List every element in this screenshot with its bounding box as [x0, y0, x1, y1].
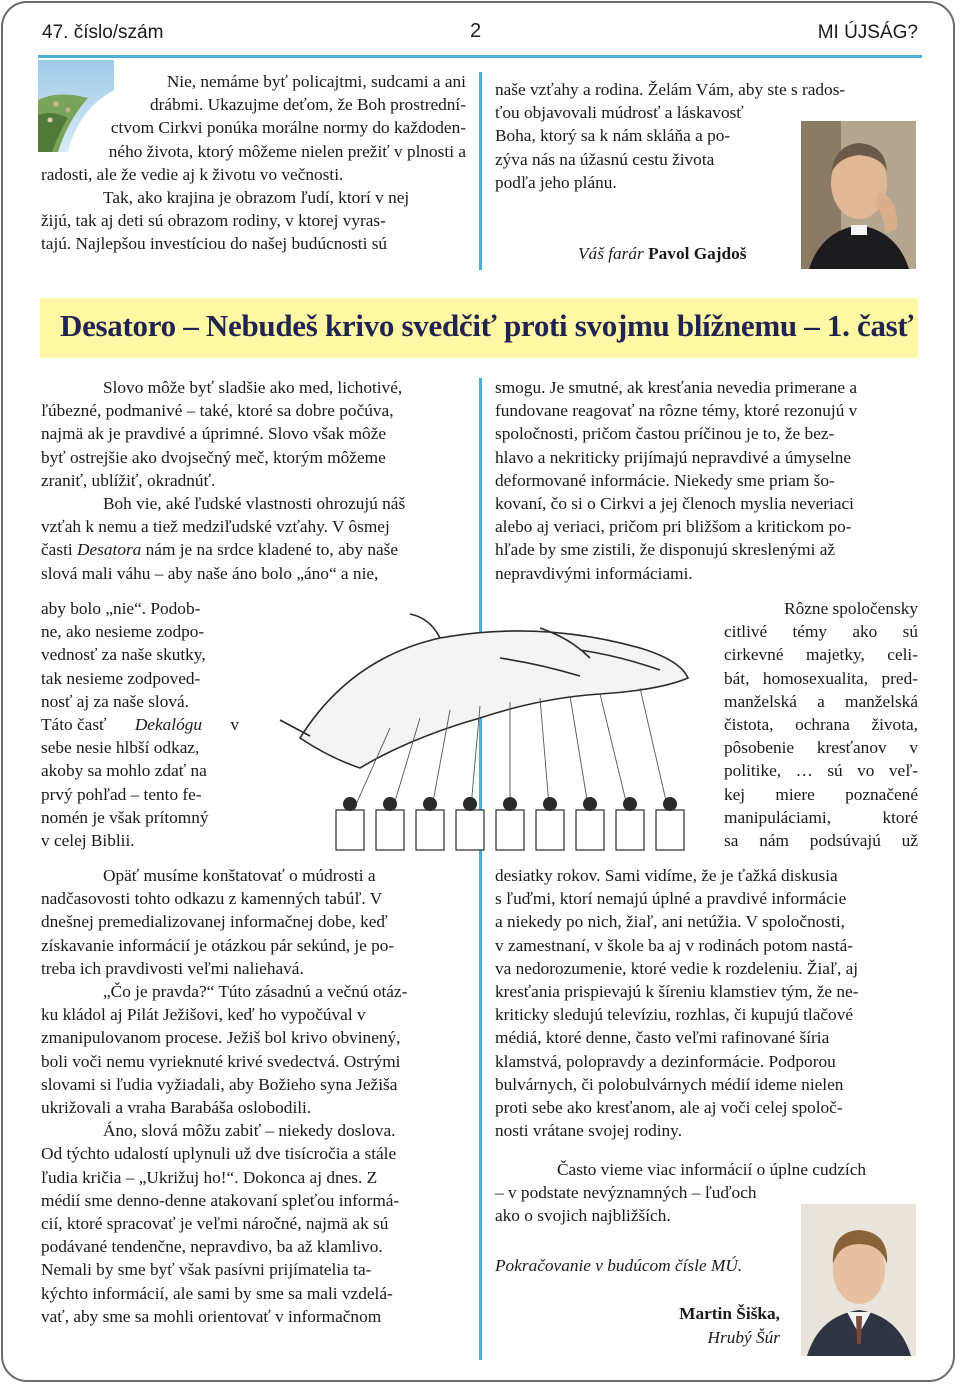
continued-note: Pokračovanie v budúcom čísle MÚ.: [495, 1256, 743, 1275]
priest-photo: [801, 121, 916, 269]
text-line: kresťania prispievajú k šíreniu klamstiev tým, že ne-: [495, 982, 859, 1002]
text-line: manipuláciami, ktoré: [724, 807, 918, 827]
text-line: alebo aj veriaci, pričom pri bližšom a kritickom po-: [495, 517, 852, 537]
text-line: ku kládol aj Pilát Ježišovi, keď ho vypočúval v: [41, 1005, 366, 1025]
text-line: nepravdivými informáciami.: [495, 563, 693, 583]
puppet-master-illustration: [240, 598, 720, 856]
article-left-top: [41, 376, 466, 585]
text-line: nomén je však prítomný: [41, 807, 209, 827]
text-line: tajú. Najlepšou investíciou do našej budúcnosti sú: [41, 234, 388, 254]
header-rule: [38, 55, 922, 58]
text-line: podávané tendenčne, nepravdivo, ba až klamlivo.: [41, 1237, 383, 1257]
text-line: v celej Biblii.: [41, 831, 135, 851]
text-line: pôsobenie kresťanov v: [724, 738, 918, 758]
text-line: desiatky rokov. Sami vidíme, že je ťažká diskusia: [495, 866, 838, 885]
text-line: ako o svojich najbližších.: [495, 1206, 671, 1226]
text-line: kej miere poznačené: [724, 784, 918, 804]
text-line: Slovo môže byť sladšie ako med, lichotivé,: [103, 378, 403, 397]
text-line: najmä ak je pravdivé a úprimné. Slovo však môže: [41, 424, 387, 444]
text-line: Táto časť Dekalógu v: [41, 715, 239, 735]
article-right-narrow: [724, 597, 918, 852]
text-line: zmanipulovanom procese. Ježiš bol krivo obvinený,: [41, 1028, 401, 1048]
text-line: hľade by sme zistili, že disponujú skreslenými až: [495, 540, 836, 560]
text-line: ctvom Cirkvi ponúka morálne normy do každoden-: [110, 118, 466, 138]
column-divider-main: [479, 378, 482, 1360]
text-line: proti sebe ako kresťanom, ale aj voči celej spoloč-: [495, 1098, 843, 1118]
text-line: ne, ako nesieme zodpo-: [41, 622, 205, 642]
text-line: bát, homosexualita, pred-: [724, 668, 918, 688]
intro-text-left: [41, 70, 466, 256]
text-line: akoby sa mohlo zdať na: [41, 761, 207, 781]
column-divider-top: [479, 72, 482, 270]
text-line: Nemali by sme byť však pasívni prijímatelia ta-: [41, 1260, 372, 1280]
article-title-band: [40, 298, 918, 358]
text-line: nosť aj za naše slová.: [41, 691, 189, 711]
text-line: kovaní, čo si o Cirkvi a jej členoch myslia neveriaci: [495, 494, 854, 514]
text-line: va nedorozumenie, ktoré vedie k rozdeleniu. Žiaľ, aj: [495, 958, 859, 978]
article-right-bottom: [495, 864, 920, 1142]
text-line: deformované informácie. Niekedy sme priam šo-: [495, 470, 835, 490]
text-line: sa nám podsúvajú už: [724, 831, 918, 851]
text-line: politike, … sú vo veľ-: [724, 761, 918, 781]
text-line: tak nesieme zodpoved-: [41, 668, 201, 688]
text-line: boli voči nemu vyrieknuté krivé svedectvá. Ostrými: [41, 1051, 401, 1071]
text-line: hlavo a nekriticky prijímajú nepravdivé a úmyselne: [495, 447, 852, 467]
text-line: zýva nás na úžasnú cestu života: [495, 149, 715, 169]
text-line: nadčasovosti tohto odkazu z kamenných tabúľ. V: [41, 889, 383, 909]
text-line: klamstvá, polopravdy a dezinformácie. Podporou: [495, 1051, 836, 1071]
text-line: Opäť musíme konštatovať o múdrosti a: [103, 866, 376, 885]
text-line: dnešnej premedializovanej informačnej dobe, keď: [41, 912, 388, 932]
text-line: a niekedy po nich, žiaľ, ani netúžia. V spoločnosti,: [495, 912, 846, 932]
text-line: ťou objavovali múdrosť a láskavosť: [495, 103, 744, 123]
text-line: drábmi. Ukazujme deťom, že Boh prostrední-: [150, 95, 466, 115]
text-line: Boha, ktorý sa k nám skláňa a po-: [495, 126, 731, 146]
text-line: sebe nesie hlbší odkaz,: [41, 738, 200, 758]
text-line: s ľuďmi, ktorí nemajú úplné a pravdivé informácie: [495, 889, 847, 909]
text-line: ukrižovali a vraha Barabáša oslobodili.: [41, 1098, 312, 1118]
author-photo: [801, 1204, 916, 1356]
text-line: kriticky sledujú televíziu, rozhlas, či kupujú tlačové: [495, 1005, 854, 1025]
article-left-narrow: [41, 597, 239, 852]
page-header: [0, 0, 960, 58]
text-line: „Čo je pravda?“ Túto zásadnú a večnú otáz-: [103, 982, 408, 1002]
text-line: ľudia kričia – „Ukrižuj ho!“. Dokonca aj dnes. Z: [41, 1167, 378, 1187]
text-line: v zamestnaní, v škole ba aj v rodinách potom nastá-: [495, 935, 854, 955]
issue-number: 47. číslo/szám: [42, 22, 164, 43]
text-line: spoločnosti, pričom častou príčinou je to, že bez-: [495, 424, 835, 444]
text-line: cirkevné majetky, celi-: [724, 645, 918, 665]
text-line: Áno, slová môžu zabiť – niekedy doslova.: [103, 1121, 396, 1141]
author-place: Hrubý Šúr: [707, 1328, 780, 1347]
text-line: vednosť za naše skutky,: [41, 645, 206, 665]
text-line: slová mali váhu – aby naše áno bolo „áno“ a nie,: [41, 563, 379, 583]
text-line: citlivé témy ako sú: [724, 622, 918, 642]
text-line: ného života, ktorý môžeme nielen prežiť v plnosti a: [108, 141, 466, 161]
text-line: vzťah k nemu a tiež medziľudské vzťahy. V ôsmej: [41, 517, 390, 537]
page-number: 2: [470, 20, 482, 42]
text-line: fundovane reagovať na rôzne témy, ktoré rezonujú v: [495, 401, 858, 421]
text-line: médií sme denno-denne atakovaní spleťou informá-: [41, 1190, 400, 1210]
author-name: Martin Šiška,: [679, 1304, 780, 1323]
text-line: manželská a manželská: [724, 691, 918, 711]
text-line: Od týchto udalostí uplynuli už dve tisícročia a stále: [41, 1144, 397, 1164]
text-line: Často vieme viac informácií o úplne cudzích: [557, 1160, 867, 1179]
priest-signature: [578, 242, 798, 265]
text-line: časti Desatora nám je na srdce kladené to, aby naše: [41, 540, 399, 560]
text-line: získavanie informácií je otázkou pár sekúnd, je po-: [41, 935, 395, 955]
text-line: médiá, ktoré denne, často veľmi rafinované šíria: [495, 1028, 830, 1048]
text-line: čistota, ochrana života,: [724, 715, 918, 735]
text-line: radosti, ale že vedie aj k životu vo večnosti.: [41, 164, 344, 184]
text-line: smogu. Je smutné, ak kresťania nevedia primerane a: [495, 378, 858, 397]
text-line: prvý pohľad – tento fe-: [41, 784, 202, 804]
text-line: – v podstate nevýznamných – ľuďoch: [495, 1183, 757, 1203]
magazine-name: MI ÚJSÁG?: [817, 22, 918, 43]
text-line: naše vzťahy a rodina. Želám Vám, aby ste s rados-: [495, 80, 846, 99]
text-line: Nie, nemáme byť policajtmi, sudcami a ani: [166, 72, 466, 91]
text-line: treba ich pravdivosti veľmi naliehavá.: [41, 958, 304, 978]
text-line: cií, ktoré spracovať je veľmi náročné, najmä ak sú: [41, 1214, 389, 1234]
text-line: podľa jeho plánu.: [495, 172, 617, 192]
article-title: Desatoro – Nebudeš krivo svedčiť proti svojmu blížnemu – 1. časť: [60, 308, 914, 343]
text-line: bulvárnych, či polobulvárnych médií ideme nielen: [495, 1074, 844, 1094]
text-line: byť ostrejšie ako dvojsečný meč, ktorým môžeme: [41, 447, 386, 467]
text-line: ľúbezné, podmanivé – také, ktoré sa dobre počúva,: [41, 401, 394, 421]
text-line: slovami si ľudia vyžiadali, aby Božieho syna Ježiša: [41, 1074, 398, 1094]
article-left-bottom: [41, 864, 466, 1328]
article-right-top: [495, 376, 920, 585]
text-line: zraniť, ublížiť, okradnúť.: [41, 470, 216, 490]
signature-name: Pavol Gajdoš: [648, 244, 747, 263]
text-line: aby bolo „nie“. Podob-: [41, 599, 201, 618]
signature-prefix: Váš farár: [578, 244, 644, 263]
text-line: Tak, ako krajina je obrazom ľudí, ktorí v nej: [103, 188, 410, 208]
text-line: vať, aby sme sa mohli orientovať v informačnom: [41, 1306, 382, 1326]
text-line: Boh vie, aké ľudské vlastnosti ohrozujú náš: [103, 494, 406, 514]
text-line: žijú, tak aj deti sú obrazom rodiny, v ktorej vyras-: [41, 211, 386, 231]
text-line: kýchto informácií, ale sami by sme sa mali vzdelá-: [41, 1283, 393, 1303]
text-line: Rôzne spoločensky: [784, 599, 918, 618]
text-line: nosti vrátane svojej rodiny.: [495, 1121, 683, 1141]
